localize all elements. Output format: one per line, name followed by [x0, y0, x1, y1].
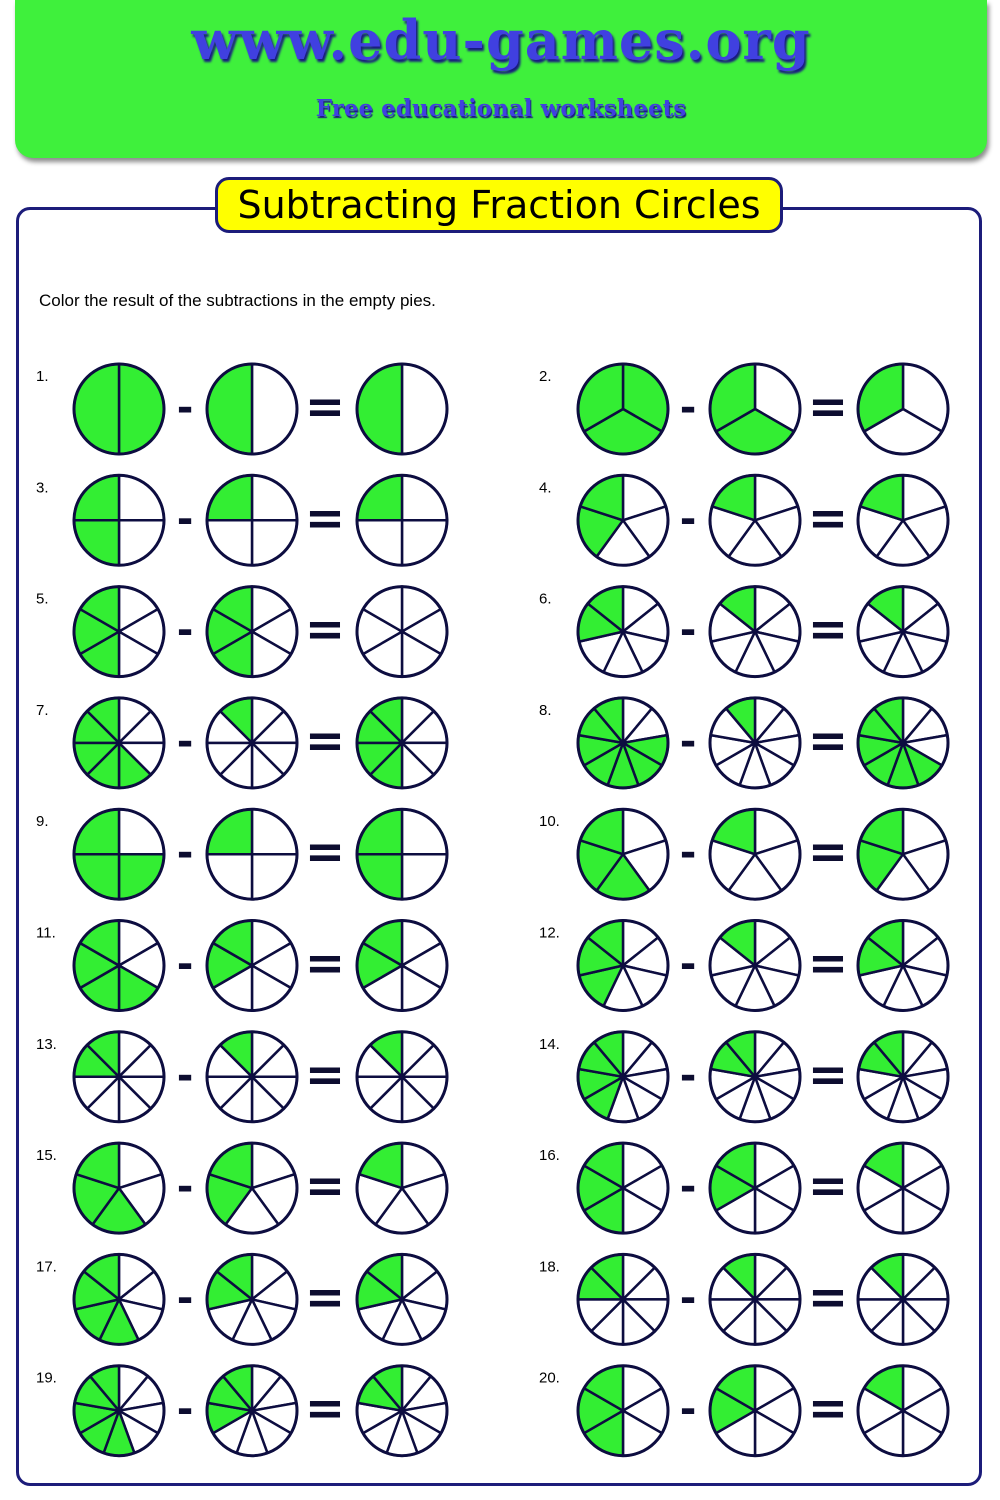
answer-pie: [357, 587, 447, 677]
minuend-pie: [74, 475, 164, 565]
subtrahend-pie: [710, 1366, 800, 1456]
minus-sign: -: [679, 607, 697, 654]
minuend-pie: [74, 1143, 164, 1233]
subtrahend-pie: [207, 475, 297, 565]
subtrahend-pie: [710, 698, 800, 788]
answer-pie: [357, 1254, 447, 1344]
problem-6: [539, 587, 948, 677]
problem-13: [36, 1032, 447, 1122]
subtrahend-pie: [207, 1143, 297, 1233]
site-name[interactable]: www.edu-games.org: [191, 8, 811, 72]
problem-number: 3.: [36, 479, 49, 497]
minuend-pie: [74, 1366, 164, 1456]
minuend-pie: [578, 809, 668, 899]
minus-sign: -: [176, 1386, 194, 1433]
equals-sign: =: [304, 1269, 346, 1326]
answer-pie: [858, 921, 948, 1011]
problem-11: [36, 921, 447, 1011]
answer-pie: [357, 1032, 447, 1122]
equals-sign: =: [807, 1380, 849, 1437]
answer-pie: [357, 1366, 447, 1456]
minus-sign: -: [679, 941, 697, 988]
minuend-pie: [74, 921, 164, 1011]
problem-number: 1.: [36, 368, 49, 385]
answer-pie: [858, 1254, 948, 1344]
problem-number: 5.: [36, 590, 49, 608]
problem-8: [539, 698, 948, 788]
instructions-text: Color the result of the subtractions in the empty pies.: [39, 291, 436, 310]
minus-sign: -: [679, 496, 697, 543]
problem-9: [36, 809, 447, 899]
subtrahend-pie: [207, 364, 297, 454]
answer-pie: [858, 1032, 948, 1122]
subtrahend-pie: [710, 364, 800, 454]
subtrahend-pie: [710, 1254, 800, 1344]
problem-number: 8.: [539, 701, 552, 719]
problem-number: 9.: [36, 813, 49, 831]
equals-sign: =: [807, 379, 849, 435]
problem-1: [36, 364, 447, 454]
minuend-pie: [74, 364, 164, 454]
problem-20: [539, 1366, 948, 1456]
subtrahend-pie: [710, 1143, 800, 1233]
answer-pie: [858, 698, 948, 788]
answer-pie: [357, 698, 447, 788]
equals-sign: =: [807, 935, 849, 992]
problem-number: 10.: [539, 813, 560, 831]
minuend-pie: [74, 698, 164, 788]
minus-sign: -: [176, 607, 194, 654]
minuend-pie: [578, 1254, 668, 1344]
answer-pie: [357, 475, 447, 565]
answer-pie: [858, 1143, 948, 1233]
minus-sign: -: [679, 1164, 697, 1211]
problem-number: 2.: [539, 368, 552, 385]
minus-sign: -: [176, 830, 194, 877]
minuend-pie: [578, 698, 668, 788]
pie-slice: [402, 364, 447, 454]
problem-number: 17.: [36, 1258, 57, 1276]
minus-sign: -: [679, 1052, 697, 1099]
problem-2: [539, 364, 948, 454]
pie-slice: [119, 364, 164, 454]
minuend-pie: [578, 1143, 668, 1233]
equals-sign: =: [304, 1380, 346, 1437]
problem-19: [36, 1366, 447, 1456]
minus-sign: -: [176, 496, 194, 543]
problem-12: [539, 921, 948, 1011]
answer-pie: [357, 921, 447, 1011]
pie-slice: [357, 364, 402, 454]
subtrahend-pie: [710, 1032, 800, 1122]
answer-pie: [858, 1366, 948, 1456]
minuend-pie: [578, 921, 668, 1011]
answer-pie: [858, 475, 948, 565]
minuend-pie: [578, 475, 668, 565]
problem-number: 15.: [36, 1147, 57, 1165]
problem-number: 20.: [539, 1369, 560, 1387]
problem-14: [539, 1032, 948, 1122]
problem-5: [36, 587, 447, 677]
equals-sign: =: [304, 935, 346, 992]
problem-number: 6.: [539, 590, 552, 608]
problem-number: 16.: [539, 1147, 560, 1165]
answer-pie: [858, 587, 948, 677]
minuend-pie: [578, 1032, 668, 1122]
answer-pie: [357, 364, 447, 454]
minus-sign: -: [176, 1164, 194, 1211]
problem-10: [539, 809, 948, 899]
answer-pie: [357, 809, 447, 899]
subtrahend-pie: [207, 921, 297, 1011]
equals-sign: =: [304, 601, 346, 658]
problem-number: 11.: [36, 924, 56, 942]
problem-3: [36, 475, 447, 565]
minuend-pie: [74, 587, 164, 677]
problem-number: 19.: [36, 1369, 57, 1387]
pie-slice: [207, 364, 252, 454]
minus-sign: -: [176, 941, 194, 988]
problem-7: [36, 698, 447, 788]
equals-sign: =: [304, 379, 346, 435]
pie-slice: [252, 364, 297, 454]
subtrahend-pie: [207, 809, 297, 899]
answer-pie: [357, 1143, 447, 1233]
subtrahend-pie: [207, 1032, 297, 1122]
problem-16: [539, 1143, 948, 1233]
equals-sign: =: [807, 490, 849, 547]
minus-sign: -: [679, 1386, 697, 1433]
minuend-pie: [74, 1254, 164, 1344]
problem-number: 13.: [36, 1035, 57, 1053]
subtrahend-pie: [207, 1254, 297, 1344]
minus-sign: -: [176, 1052, 194, 1099]
equals-sign: =: [807, 712, 849, 769]
subtrahend-pie: [207, 698, 297, 788]
worksheet-title: Subtracting Fraction Circles: [215, 177, 783, 233]
equals-sign: =: [304, 712, 346, 769]
minuend-pie: [74, 1032, 164, 1122]
subtrahend-pie: [207, 587, 297, 677]
problem-number: 7.: [36, 701, 49, 719]
minus-sign: -: [176, 385, 194, 431]
equals-sign: =: [304, 490, 346, 547]
problem-15: [36, 1143, 447, 1233]
pie-slice: [74, 364, 119, 454]
minuend-pie: [578, 364, 668, 454]
problem-18: [539, 1254, 948, 1344]
answer-pie: [858, 809, 948, 899]
subtrahend-pie: [207, 1366, 297, 1456]
problem-number: 14.: [539, 1035, 560, 1053]
problem-number: 12.: [539, 924, 560, 942]
site-tagline: Free educational worksheets: [315, 95, 687, 122]
minuend-pie: [74, 809, 164, 899]
minuend-pie: [578, 1366, 668, 1456]
equals-sign: =: [807, 1158, 849, 1215]
minuend-pie: [578, 587, 668, 677]
problem-number: 18.: [539, 1258, 560, 1276]
minus-sign: -: [679, 385, 697, 431]
equals-sign: =: [807, 1046, 849, 1103]
subtrahend-pie: [710, 809, 800, 899]
equals-sign: =: [304, 1046, 346, 1103]
minus-sign: -: [679, 1275, 697, 1322]
problem-17: [36, 1254, 447, 1344]
minus-sign: -: [176, 1275, 194, 1322]
subtrahend-pie: [710, 587, 800, 677]
problem-4: [539, 475, 948, 565]
minus-sign: -: [176, 718, 194, 765]
equals-sign: =: [807, 1269, 849, 1326]
equals-sign: =: [304, 1158, 346, 1215]
problem-number: 4.: [539, 479, 552, 497]
equals-sign: =: [807, 601, 849, 658]
subtrahend-pie: [710, 921, 800, 1011]
equals-sign: =: [304, 824, 346, 881]
equals-sign: =: [807, 824, 849, 881]
answer-pie: [858, 364, 948, 454]
minus-sign: -: [679, 718, 697, 765]
minus-sign: -: [679, 830, 697, 877]
subtrahend-pie: [710, 475, 800, 565]
